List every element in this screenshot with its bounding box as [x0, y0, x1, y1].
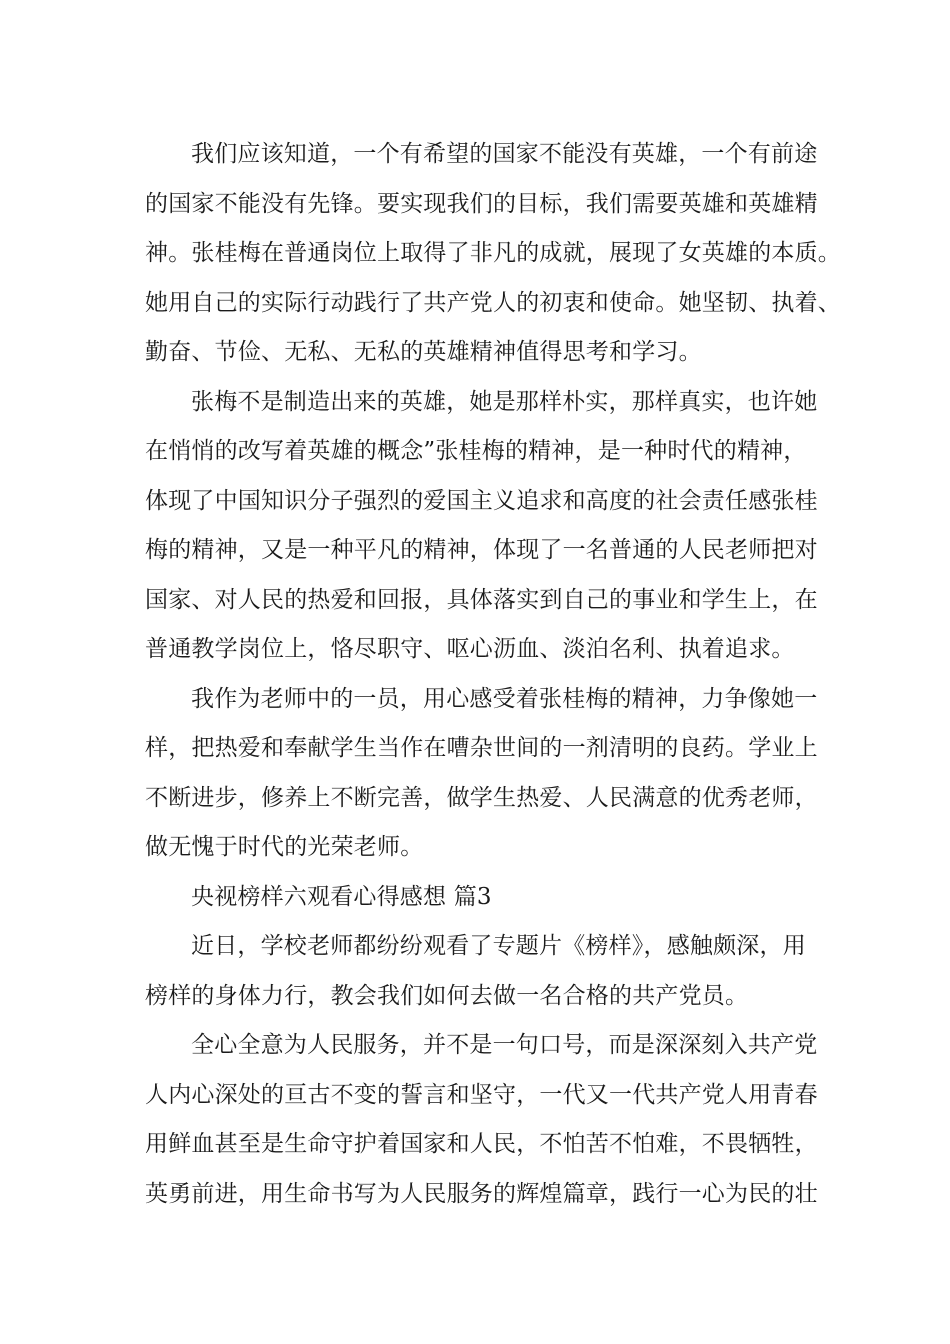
text-line: 我作为老师中的一员，用心感受着张桂梅的精神，力争像她一 [191, 685, 818, 712]
text-line: 人内心深处的亘古不变的誓言和坚守，一代又一代共产党人用青春 [145, 1081, 818, 1108]
text-line: 榜样的身体力行，教会我们如何去做一名合格的共产党员。 [145, 982, 749, 1009]
text-line: 在悄悄的改写着英雄的概念”张桂梅的精神，是一种时代的精神， [145, 438, 807, 464]
section-heading: 央视榜样六观看心得感想 篇3 [191, 883, 492, 910]
text-line: 她用自己的实际行动践行了共产党人的初衷和使命。她坚韧、执着、 [145, 289, 841, 316]
text-line: 近日，学校老师都纷纷观看了专题片《榜样》，感触颇深，用 [191, 933, 806, 959]
text-line: 体现了中国知识分子强烈的爱国主义追求和高度的社会责任感张桂 [145, 487, 818, 514]
text-line: 全心全意为人民服务，并不是一句口号，而是深深刻入共产党 [191, 1032, 818, 1058]
text-line: 做无愧于时代的光荣老师。 [145, 834, 424, 860]
text-line: 国家、对人民的热爱和回报，具体落实到自己的事业和学生上，在 [145, 586, 818, 613]
text-line: 我们应该知道，一个有希望的国家不能没有英雄，一个有前途 [191, 141, 818, 167]
text-line: 英勇前进，用生命书写为人民服务的辉煌篇章，践行一心为民的壮 [145, 1180, 818, 1207]
text-line: 不断进步，修养上不断完善，做学生热爱、人民满意的优秀老师， [145, 784, 818, 811]
text-line: 神。张桂梅在普通岗位上取得了非凡的成就，展现了女英雄的本质。 [145, 240, 841, 266]
text-line: 梅的精神，又是一种平凡的精神，体现了一名普通的人民老师把对 [145, 537, 818, 563]
document-body [145, 130, 841, 1219]
text-line: 普通教学岗位上，恪尽职守、呕心沥血、淡泊名利、执着追求。 [145, 636, 795, 662]
text-line: 样，把热爱和奉献学生当作在嘈杂世间的一剂清明的良药。学业上 [145, 735, 818, 761]
text-line: 用鲜血甚至是生命守护着国家和人民，不怕苦不怕难，不畏牺牲， [145, 1131, 818, 1157]
text-line: 张梅不是制造出来的英雄，她是那样朴实，那样真实，也许她 [191, 388, 818, 415]
text-line: 勤奋、节俭、无私、无私的英雄精神值得思考和学习。 [145, 339, 702, 365]
text-line: 的国家不能没有先锋。要实现我们的目标，我们需要英雄和英雄精 [145, 190, 818, 217]
